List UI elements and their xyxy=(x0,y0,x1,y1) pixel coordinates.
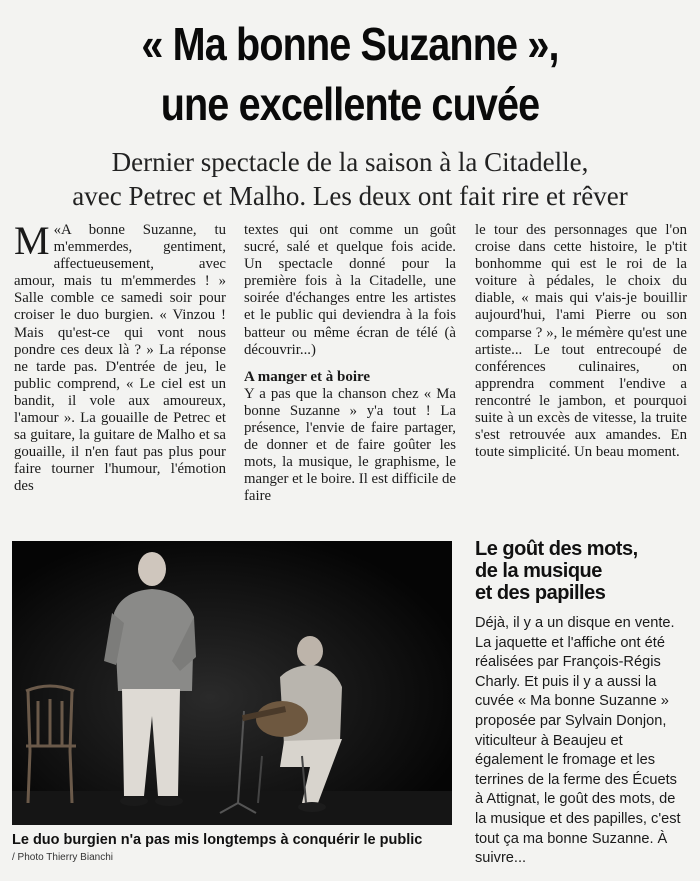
stage-photo-graphic xyxy=(12,541,452,825)
article-column-3 xyxy=(475,222,687,461)
sidebar-heading-line-2: de la musique xyxy=(475,560,602,582)
headline-line-2: une excellente cuvée xyxy=(160,78,540,130)
sidebar-heading-line-1: Le goût des mots, xyxy=(475,538,638,560)
sidebar-heading-line-3: et des papilles xyxy=(475,582,606,604)
article-text-col2: textes qui ont comme un goût sucré, salé et quelque fois acide. Un spectacle donné pour la première fois à la Citadelle, une soirée d'échanges entre les artistes et le public qui deviendra à la fois batteur ou même écran de télé (à découvrir...) xyxy=(244,222,456,358)
sidebar-heading xyxy=(475,538,690,604)
photo-credit: / Photo Thierry Bianchi xyxy=(12,852,113,863)
article-text-col2b: Y a pas que la chanson chez « Ma bonne Suzanne » y'a tout ! La présence, l'envie de faire partager, de donner et de faire goûter les mots, la musique, le graphisme, le manger et le boire. Il est difficile de faire xyxy=(244,385,456,505)
article-text-col1: A bonne Suzanne, tu m'emmerdes, gentiment, affectueusement, avec amour, mais tu m'emmerdes ! » Salle comble ce samedi soir pour croiser le duo burgien. « Vinzou ! Mais qu'est-ce qui vont nous pondre ces deux là ? » La réponse ne tarde pas. D'entrée de jeu, le public comprend, « Le ciel est un bandit, il vole aux amoureux, l'amour ». La gouaille de Petrec et sa guitare, la guitare de Malho et sa gouaille, il n'en faut pas plus pour faire tourner l'humour, l'émotion des xyxy=(14,222,226,495)
headline-line-1: « Ma bonne Suzanne », xyxy=(141,18,559,70)
drop-cap: M xyxy=(14,218,50,263)
section-heading: A manger et à boire xyxy=(244,368,371,385)
subheadline-line-2: avec Petrec et Malho. Les deux ont fait rire et rêver xyxy=(72,181,628,211)
opening-quote: « xyxy=(53,222,61,238)
article-text-col3: le tour des personnages que l'on croise dans cette histoire, le p'tit bonhomme qui est le roi de la voiture à pédales, le choix du diable, « mais qui v'ais-je bouillir aujourd'hui, l'ami Pierre ou son comparse ? », le mémère qu'est une artiste... Le tout entrecoupé de conférences culinaires, on apprendra comment l'endive a rencontré le jambon, et pourquoi suite à un excès de vitesse, la truite s'est retrouvée aux amandes. En toute simplicité. Un beau moment. xyxy=(475,222,687,461)
photo-caption: Le duo burgien n'a pas mis longtemps à conquérir le public xyxy=(12,832,423,848)
subheadline-line-1: Dernier spectacle de la saison à la Citadelle, xyxy=(111,147,589,177)
sidebar-text: Déjà, il y a un disque en vente. La jaquette et l'affiche ont été réalisées par François-Régis Charly. Et puis il y a aussi la cuvée « Ma bonne Suzanne » proposée par Sylvain Donjon, viticulteur à Beaujeu et également le fromage et les terrines de la ferme des Écuets à Attignat, le goût des mots, de la musique et des papilles, c'est tout ça ma bonne Suzanne. À suivre... xyxy=(475,615,681,867)
article-column-2 xyxy=(244,222,456,506)
stage-photo xyxy=(12,541,452,825)
article-column-1 xyxy=(14,218,226,496)
